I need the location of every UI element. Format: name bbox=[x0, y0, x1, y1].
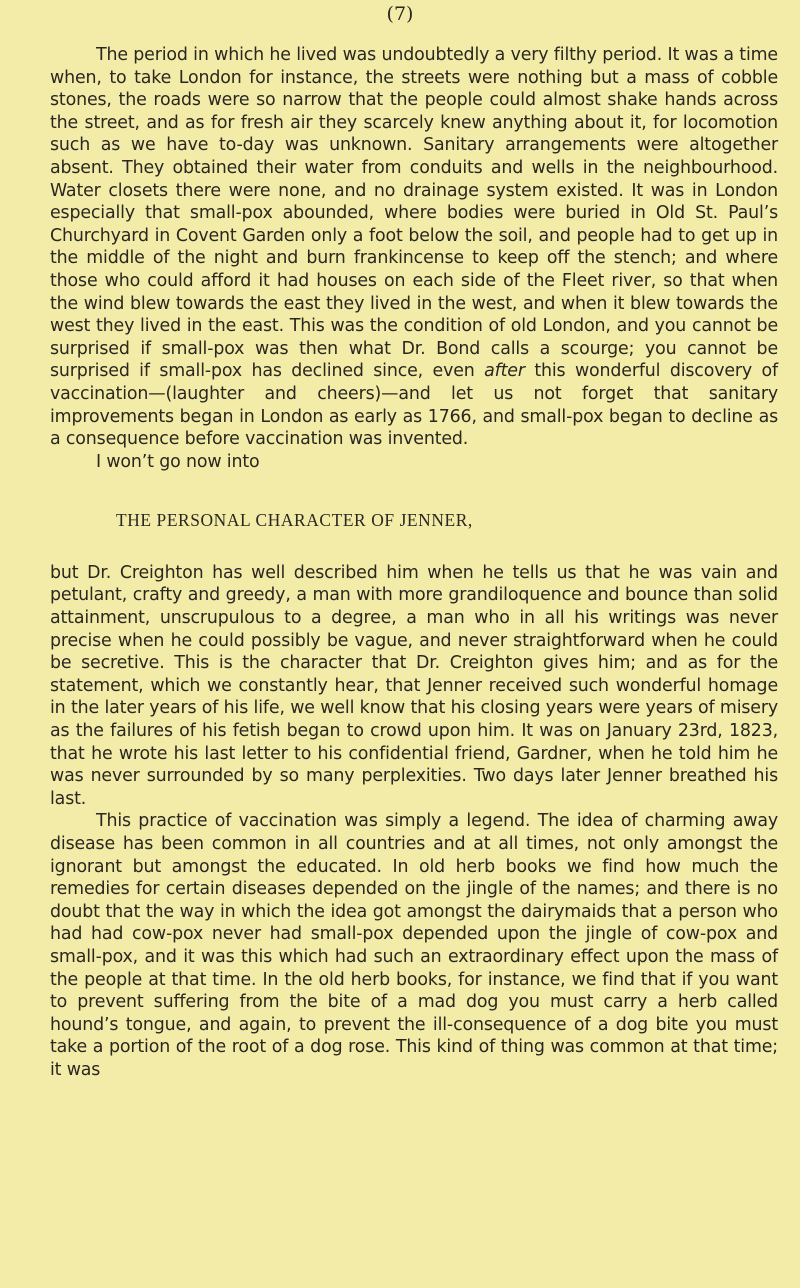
paragraph-vaccination-legend: This practice of vaccination was simply a legend. The idea of charming away disease has been common in all countries and at all times, not only amongst the ignorant but amongst the educated. In old herb books we find how much the remedies for certain diseases depended on the jingle of the names; and there is no doubt that the way in which the idea got amongst the dairymaids that a person who had had cow-pox never had small-pox depended upon the jingle of cow-pox and small-pox, and it was this which had such an extraordinary effect upon the mass of the people at that time. In the old herb books, for instance, we find that if you want to prevent suffering from the bite of a mad dog you must carry a herb called hound’s tongue, and again, to prevent the ill-consequence of a dog bite you must take a portion of the root of a dog rose. This kind of thing was common at that time; it was bbox=[50, 811, 778, 1080]
paragraph-text: The period in which he lived was undoubtedly a very filthy period. It was a time when, to take London for instance, the streets were nothing but a mass of cobble stones, the roads were so narrow that the people could almost shake hands across the street, and as for fresh air they scarcely knew anything about it, for locomotion such as we have to-day was unknown. Sanitary arrangements were altogether absent. They obtained their water from conduits and wells in the neighbourhood. Water closets there were none, and no drainage system existed. It was in London especially that small-pox abounded, where bodies were buried in Old St. Paul’s Churchyard in Covent Garden only a foot below the soil, and people had to get up in the middle of the night and burn frankincense to keep off the stench; and where those who could afford it had houses on each side of the Fleet river, so that when the wind blew towards the east they lived in the west, and when it blew towards the west they lived in the east. This was the condition of old London, and you cannot be surprised if small-pox was then what Dr. Bond calls a scourge; you cannot be surprised if small-pox has declined since, even bbox=[50, 45, 778, 382]
italic-emphasis: after bbox=[484, 361, 525, 382]
body-text bbox=[50, 44, 778, 1082]
paragraph-transition: I won’t go now into bbox=[96, 451, 260, 472]
paragraph-jenner-character: but Dr. Creighton has well described him when he tells us that he was vain and petulant, crafty and greedy, a man with more grandiloquence and bounce than solid attainment, unscrupulous to a degree, a man who in all his writings was never precise when he could possibly be vague, and never straightforward when he could be secretive. This is the character that Dr. Creighton gives him; and as for the statement, which we constantly hear, that Jenner received such wonderful homage in the later years of his life, we well know that his closing years were years of misery as the failures of his fetish began to crowd upon him. It was on January 23rd, 1823, that he wrote his last letter to his confidential friend, Gardner, when he told him he was never surrounded by so many perplexities. Two days later Jenner breathed his last. bbox=[50, 562, 778, 809]
paragraph-sanitary-conditions bbox=[50, 44, 778, 451]
section-heading-text: THE PERSONAL CHARACTER OF JENNER, bbox=[116, 510, 473, 531]
page-number: (7) bbox=[386, 3, 414, 25]
paragraph-text: this wonderful discovery of vaccination—(laughter and cheers)—and let us not forget that sanitary improvements began in London as early as 1766, and small-pox began to decline as a consequence before vaccination was invented. bbox=[50, 361, 778, 450]
section-heading bbox=[50, 509, 778, 532]
